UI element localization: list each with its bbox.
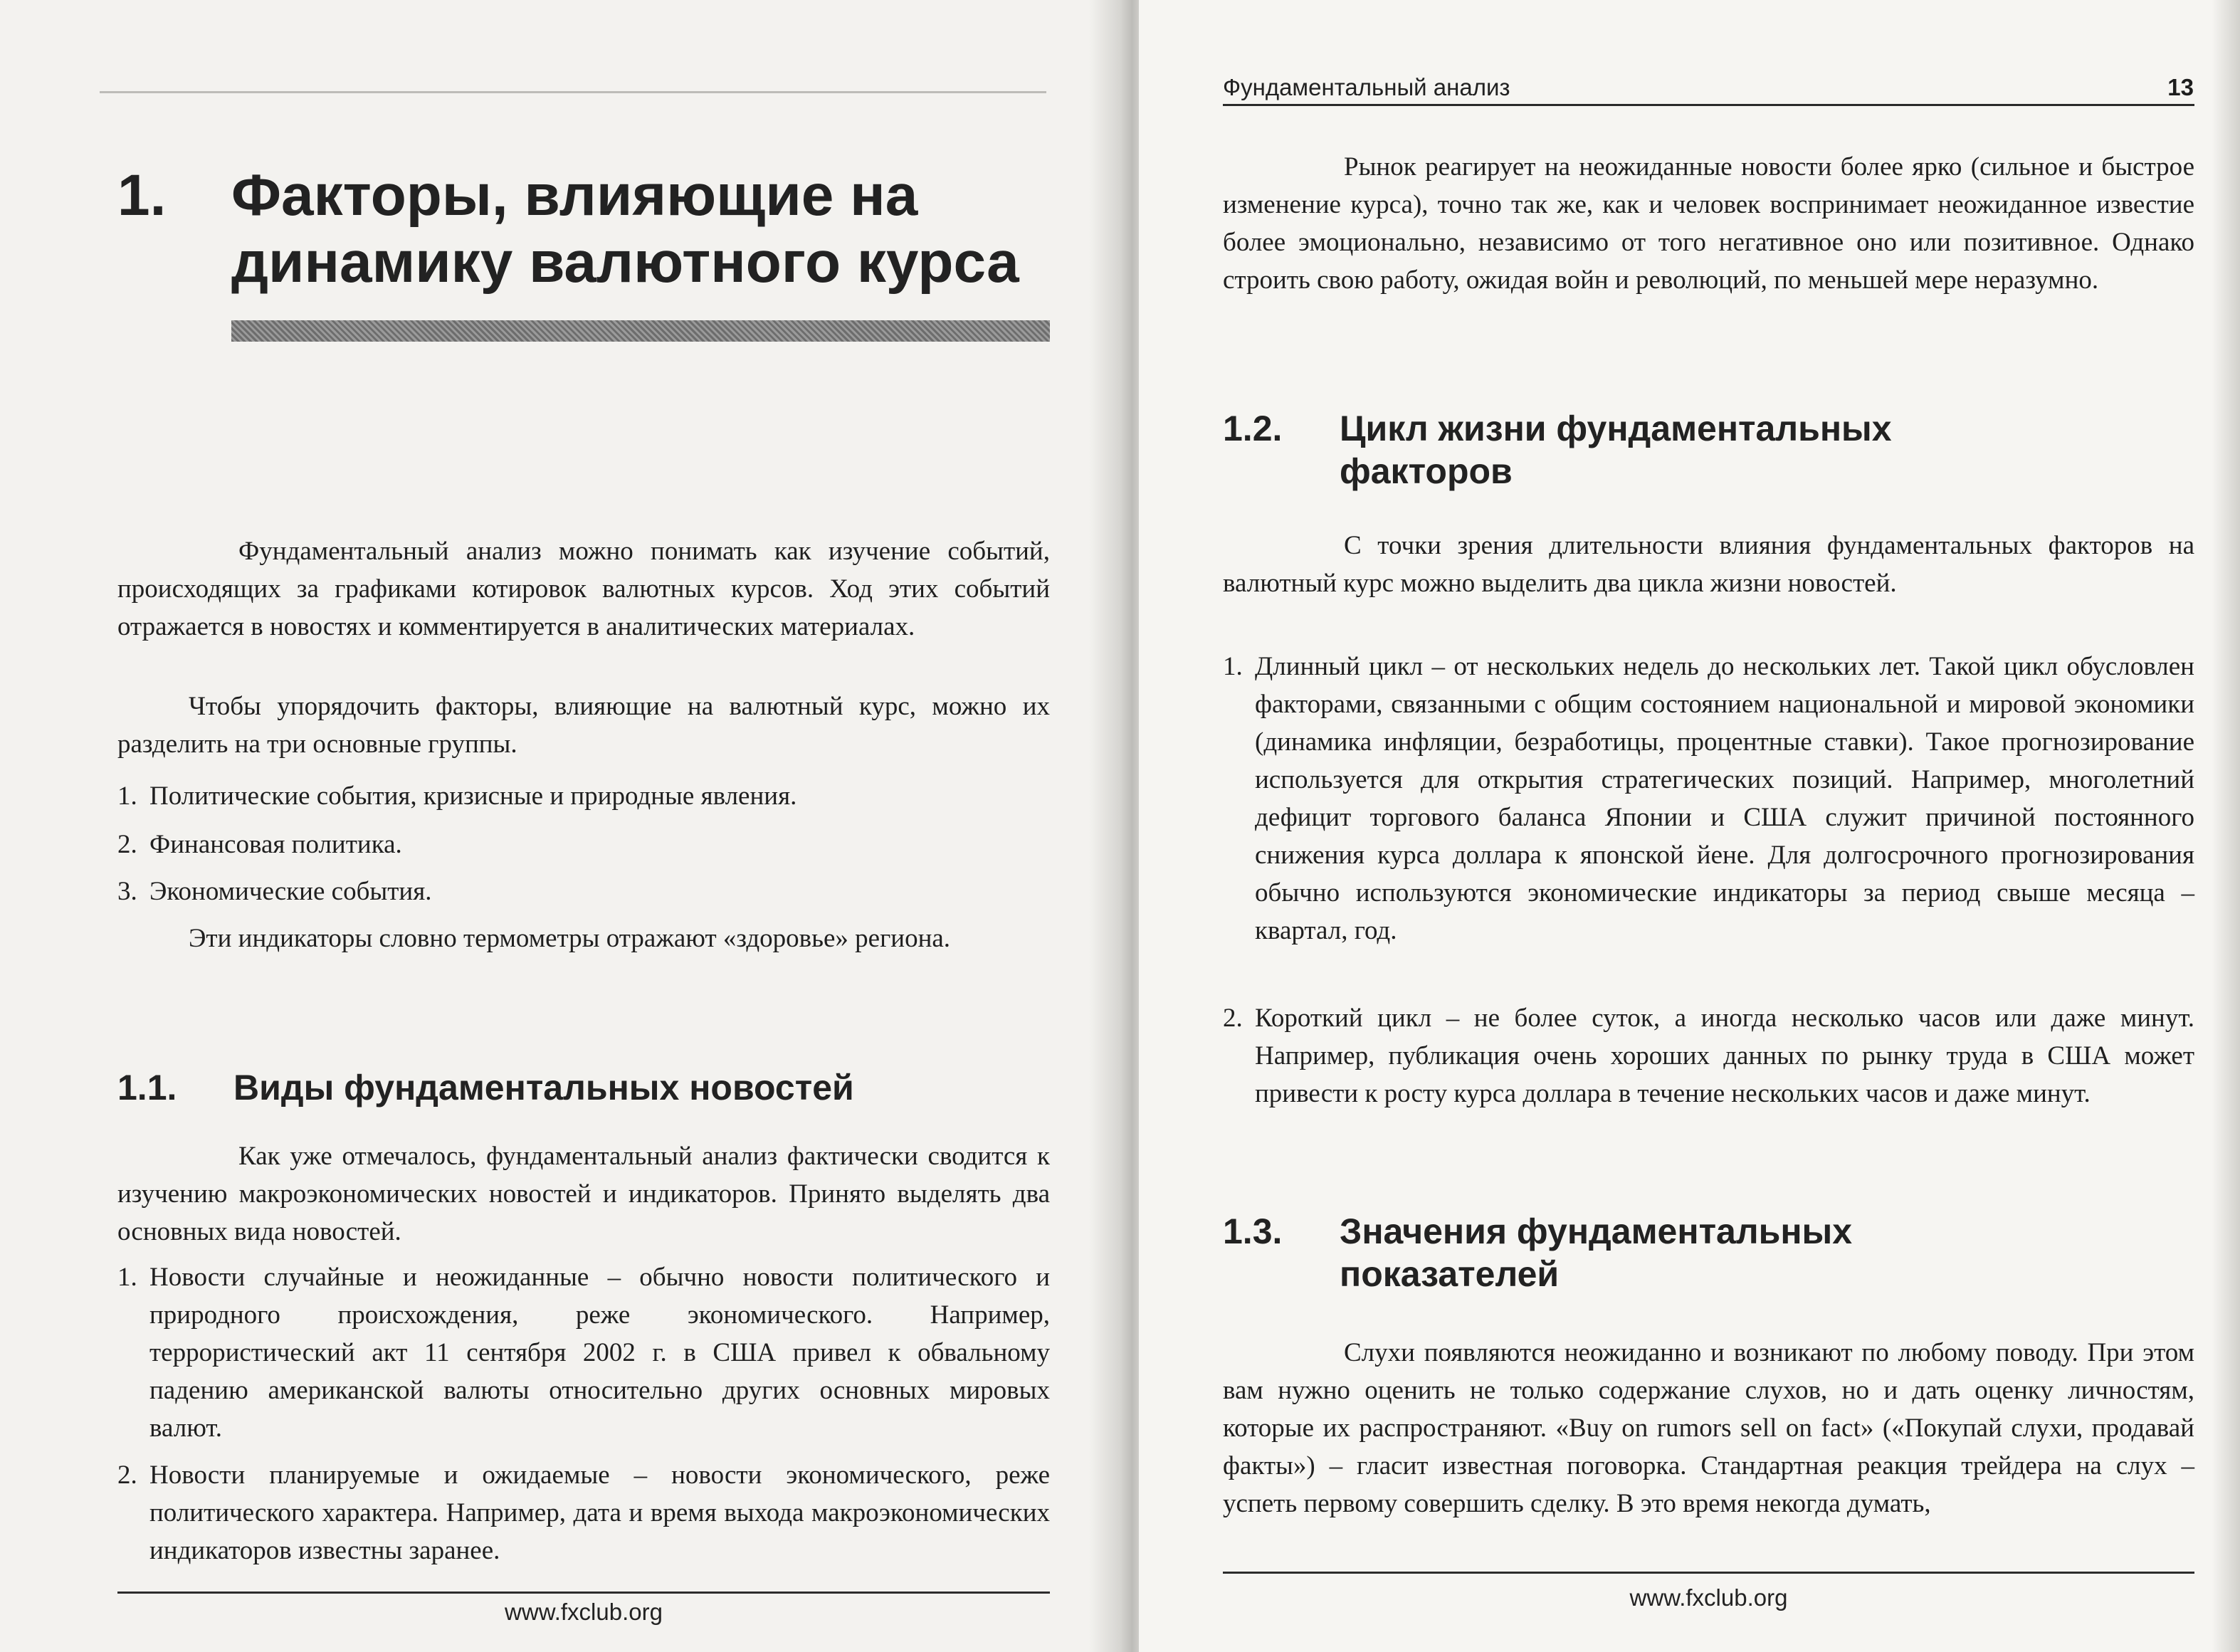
cycle-item-2 [1223, 999, 2194, 1112]
page-edge-shadow [2212, 0, 2240, 1652]
chapter-title [231, 162, 1085, 296]
news-type-item-number: 1. [117, 1263, 137, 1292]
page-number: 13 [2167, 74, 2194, 100]
section-1-2-title [1340, 407, 2194, 493]
group-item-text: Финансовая политика. [149, 830, 402, 859]
news-type-item-text: Новости случайные и неожиданные – обычно новости политического и природного происхождения, реже экономического. Например, террористический акт 11 сентября 2002 г. в США привел к обвальному падению американской валюты относительно других основных мировых валют. [149, 1263, 1050, 1443]
group-item-text: Экономические события. [149, 877, 432, 906]
section-1-1-number: 1.1. [117, 1068, 177, 1108]
footer-url: www.fxclub.org [505, 1599, 663, 1625]
running-head: Фундаментальный анализ [1223, 74, 1510, 100]
chapter-number: 1. [117, 163, 167, 228]
group-item-number: 3. [117, 877, 137, 906]
chapter-title-line2: динамику валютного курса [231, 230, 1019, 295]
section-1-2-number: 1.2. [1223, 409, 1283, 448]
section-1-3-title-line1: Значения фундаментальных [1340, 1211, 1853, 1251]
section-1-3-paragraph: Слухи появляются неожиданно и возникают по любому поводу. При этом вам нужно оценить не только содержание слухов, но и дать оценку личностям, которые их распространяют. «Buy on rumors sell on fact» («Покупай слухи, продавай факты») – гласит известная поговорка. Стандартная реакция трейдера на слух – успеть первому совершить сделку. В это время некогда думать, [1223, 1338, 2194, 1518]
section-1-3-number: 1.3. [1223, 1211, 1283, 1251]
news-type-item-2 [117, 1456, 1050, 1569]
header-rule [1223, 104, 2194, 106]
group-item-3 [117, 873, 1050, 910]
group-item-2 [117, 826, 1050, 863]
news-type-item-1 [117, 1258, 1050, 1447]
chapter-title-line1: Факторы, влияющие на [231, 163, 918, 228]
news-type-item-text: Новости планируемые и ожидаемые – новости экономического, реже политического характера. Например, дата и время выхода макроэкономических индикаторов известны заранее. [149, 1461, 1050, 1565]
section-1-1-paragraph: Как уже отмечалось, фундаментальный анализ фактически сводится к изучению макроэкономических новостей и индикаторов. Принято выделять два основных вида новостей. [117, 1142, 1050, 1246]
group-item-number: 1. [117, 782, 137, 811]
cycle-item-text: Длинный цикл – от нескольких недель до нескольких лет. Такой цикл обусловлен факторами, связанными с общим состоянием национальной и мировой экономики (динамика инфляции, безработицы, процентные ставки). Такое прогнозирование используется для открытия стратегических позиций. Например, многолетний дефицит торгового баланса Японии и США служит причиной постоянного снижения курса доллара к японской йене. Для долгосрочного прогнозирования обычно используются экономические индикаторы за период свыше месяца – квартал, год. [1255, 652, 2194, 945]
group-item-number: 2. [117, 830, 137, 859]
chapter-decorative-bar [231, 320, 1050, 342]
footer-url: www.fxclub.org [1629, 1584, 1788, 1611]
right-page [1139, 0, 2240, 1652]
cycle-item-number: 2. [1223, 1004, 1243, 1033]
cycle-item-text: Короткий цикл – не более суток, а иногда несколько часов или даже минут. Например, публикация очень хороших данных по рынку труда в США может привести к росту курса доллара в течение нескольких часов и даже минут. [1255, 1004, 2194, 1108]
footer-rule [117, 1592, 1050, 1594]
top-paragraph: Рынок реагирует на неожиданные новости более ярко (сильное и быстрое изменение курса), точно так же, как и человек воспринимает неожиданное известие более эмоционально, независимо от того негативное оно или позитивное. Однако строить свою работу, ожидая войн и революций, по меньшей мере неразумно. [1223, 152, 2194, 295]
footer-rule [1223, 1572, 2194, 1574]
cycle-item-number: 1. [1223, 652, 1243, 681]
faint-header-rule [100, 91, 1046, 93]
section-1-3-title [1340, 1210, 2194, 1295]
left-page [0, 0, 1110, 1652]
group-item-1 [117, 777, 1050, 815]
intro-paragraph-2: Чтобы упорядочить факторы, влияющие на валютный курс, можно их разделить на три основные группы. [117, 692, 1050, 759]
section-1-1-title: Виды фундаментальных новостей [233, 1068, 854, 1108]
intro-paragraph-1: Фундаментальный анализ можно понимать как изучение событий, происходящих за графиками котировок валютных курсов. Ход этих событий отражается в новостях и комментируется в аналитических материалах. [117, 537, 1050, 641]
section-1-2-title-line2: факторов [1340, 451, 1513, 491]
news-type-item-number: 2. [117, 1461, 137, 1490]
section-1-2-paragraph: С точки зрения длительности влияния фундаментальных факторов на валютный курс можно выделить два цикла жизни новостей. [1223, 531, 2194, 598]
intro-paragraph-3: Эти индикаторы словно термометры отражают «здоровье» региона. [189, 924, 951, 953]
cycle-item-1 [1223, 648, 2194, 949]
group-item-text: Политические события, кризисные и природные явления. [149, 782, 797, 811]
section-1-3-title-line2: показателей [1340, 1254, 1560, 1294]
section-1-2-title-line1: Цикл жизни фундаментальных [1340, 409, 1892, 448]
